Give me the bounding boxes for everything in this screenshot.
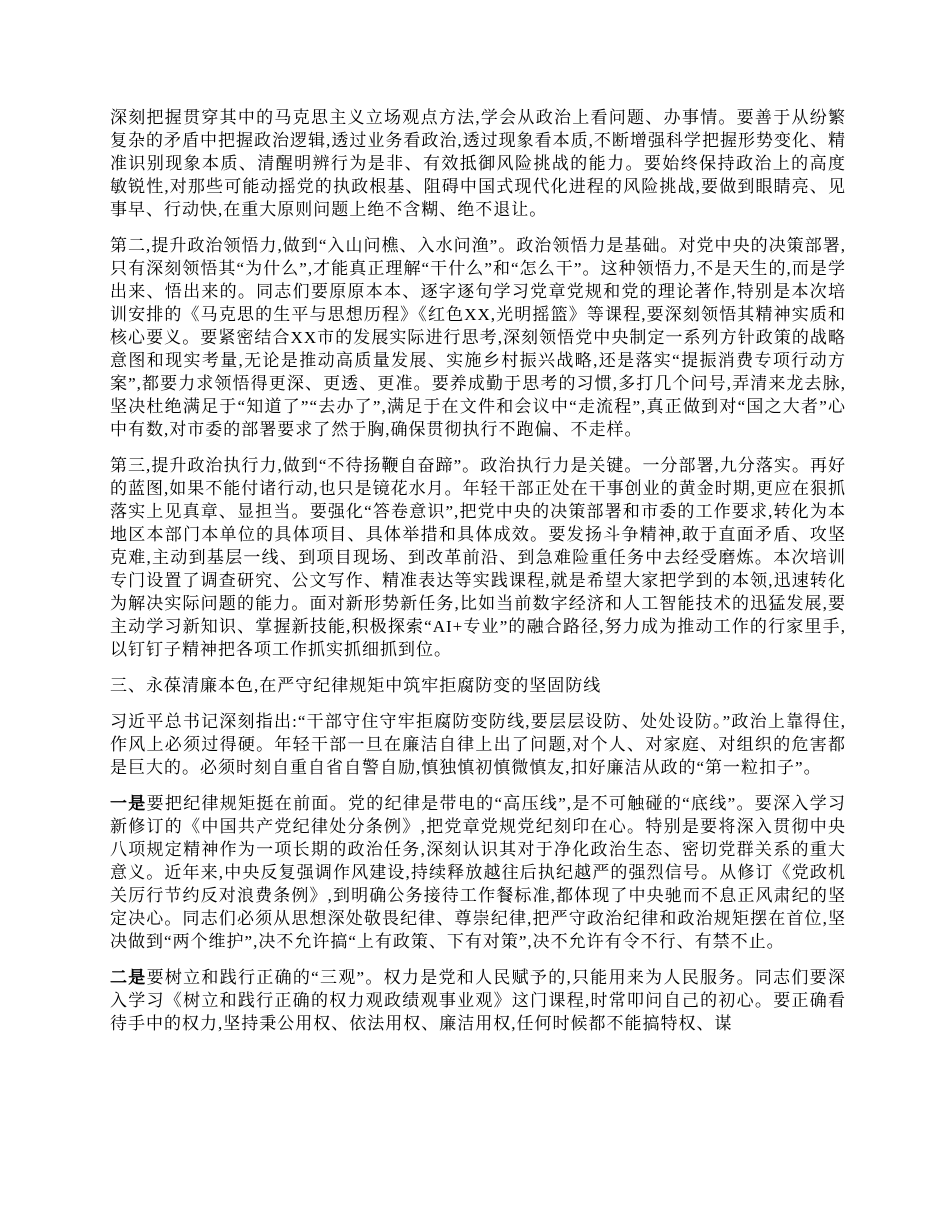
paragraph-lead: 一是 [110,794,147,813]
paragraph-text: 要树立和践行正确的“三观”。权力是党和人民赋予的,只能用来为人民服务。同志们要深入学习《树立和践行正确的权力观政绩观事业观》这门课程,时常叩问自己的初心。要正确看待手中的权力,坚持秉公用权、依法用权、廉洁用权,任何时候都不能搞特权、谋 [110,968,847,1033]
paragraph-lead: 二是 [110,968,147,987]
paragraph [110,792,846,953]
paragraph [110,106,846,221]
section-heading-text: 三、永葆清廉本色,在严守纪律规矩中筑牢拒腐防变的坚固防线 [110,676,602,695]
paragraph-text: 深刻把握贯穿其中的马克思主义立场观点方法,学会从政治上看问题、办事情。要善于从纷繁复杂的矛盾中把握政治逻辑,透过业务看政治,透过现象看本质,不断增强科学把握形势变化、精准识别现象本质、清醒明辨行为是非、有效抵御风险挑战的能力。要始终保持政治上的高度敏锐性,对那些可能动摇党的执政根基、阻碍中国式现代化进程的风险挑战,要做到眼睛亮、见事早、行动快,在重大原则问题上绝不含糊、绝不退让。 [110,108,846,219]
paragraph-text: 第二,提升政治领悟力,做到“入山问樵、入水问渔”。政治领悟力是基础。对党中央的决策部署,只有深刻领悟其“为什么”,才能真正理解“干什么”和“怎么干”。这种领悟力,不是天生的,而是学出来、悟出来的。同志们要原原本本、逐字逐句学习党章党规和党的理论著作,特别是本次培训安排的《马克思的生平与思想历程》《红色XX,光明摇篮》等课程,要深刻领悟其精神实质和核心要义。要紧密结合XX市的发展实际进行思考,深刻领悟党中央制定一系列方针政策的战略意图和现实考量,无论是推动高质量发展、实施乡村振兴战略,还是落实“提振消费专项行动方案”,都要力求领悟得更深、更透、更准。要养成勤于思考的习惯,多打几个问号,弄清来龙去脉,坚决杜绝满足于“知道了”“去办了”,满足于在文件和会议中“走流程”,真正做到对“国之大者”心中有数,对市委的部署要求了然于胸,确保贯彻执行不跑偏、不走样。 [110,236,846,439]
paragraph [110,966,846,1035]
paragraph-text: 习近平总书记深刻指出:“干部守住守牢拒腐防变防线,要层层设防、处处设防。”政治上靠得住,作风上必须过得硬。年轻干部一旦在廉洁自律上出了问题,对个人、对家庭、对组织的危害都是巨大的。必须时刻自重自省自警自励,慎独慎初慎微慎友,扣好廉洁从政的“第一粒扣子”。 [110,712,846,777]
paragraph-text: 要把纪律规矩挺在前面。党的纪律是带电的“高压线”,是不可触碰的“底线”。要深入学习新修订的《中国共产党纪律处分条例》,把党章党规党纪刻印在心。特别是要将深入贯彻中央八项规定精神作为一项长期的政治任务,深刻认识其对于净化政治生态、密切党群关系的重大意义。近年来,中央反复强调作风建设,持续释放越往后执纪越严的强烈信号。从修订《党政机关厉行节约反对浪费条例》,到明确公务接待工作餐标准,都体现了中央驰而不息正风肃纪的坚定决心。同志们必须从思想深处敬畏纪律、尊崇纪律,把严守政治纪律和政治规矩摆在首位,坚决做到“两个维护”,决不允许搞“上有政策、下有对策”,决不允许有令不行、有禁不止。 [110,794,847,951]
paragraph [110,710,846,779]
paragraph [110,454,846,661]
paragraph-text: 第三,提升政治执行力,做到“不待扬鞭自奋蹄”。政治执行力是关键。一分部署,九分落实。再好的蓝图,如果不能付诸行动,也只是镜花水月。年轻干部正处在干事创业的黄金时期,更应在狠抓落实上见真章、显担当。要强化“答卷意识”,把党中央的决策部署和市委的工作要求,转化为本地区本部门本单位的具体项目、具体举措和具体成效。要发扬斗争精神,敢于直面矛盾、攻坚克难,主动到基层一线、到项目现场、到改革前沿、到急难险重任务中去经受磨炼。本次培训专门设置了调查研究、公文写作、精准表达等实践课程,就是希望大家把学到的本领,迅速转化为解决实际问题的能力。面对新形势新任务,比如当前数字经济和人工智能技术的迅猛发展,要主动学习新知识、掌握新技能,积极探索“AI+专业”的融合路径,努力成为推动工作的行家里手,以钉钉子精神把各项工作抓实抓细抓到位。 [110,456,846,659]
section-heading [110,674,846,697]
paragraph [110,234,846,441]
